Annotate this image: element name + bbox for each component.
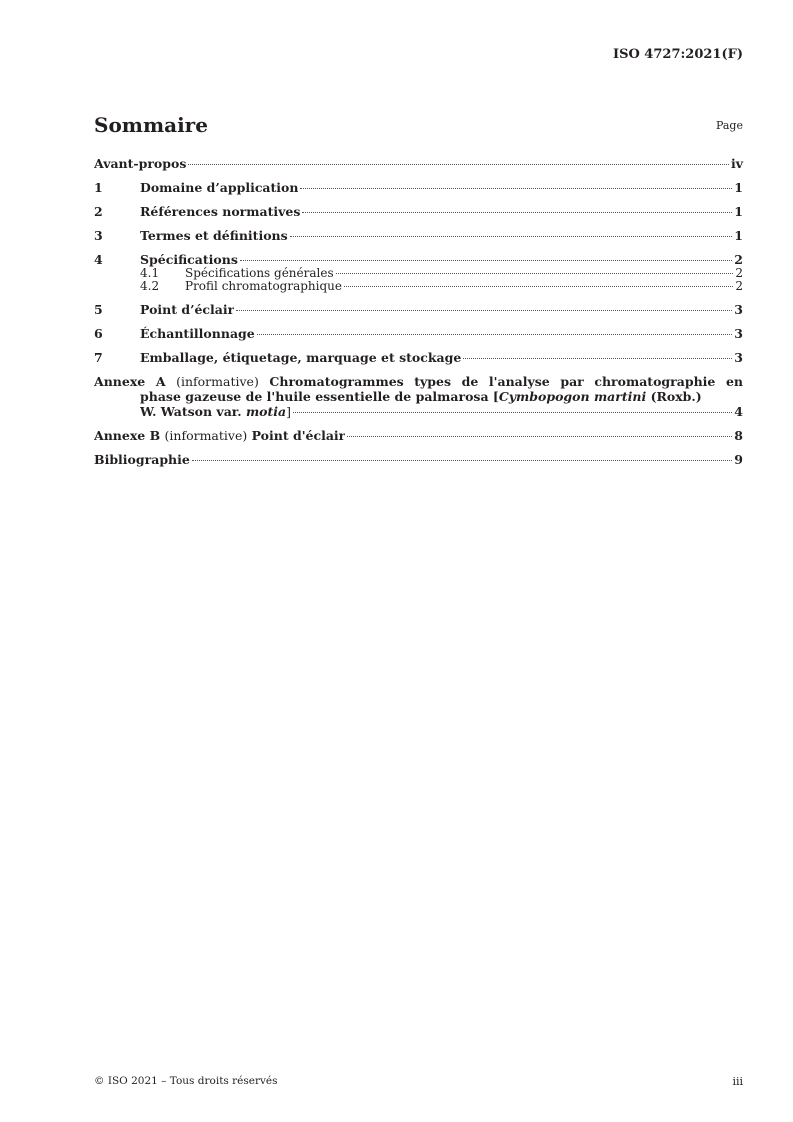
annex-a-line-1 (94, 374, 743, 389)
annex-species-name: Cymbopogon martini (498, 389, 647, 404)
footer-copyright: © ISO 2021 – Tous droits réservés (94, 1075, 278, 1087)
toc-entry-number: 4.1 (140, 267, 160, 280)
annex-variety-name: motia (245, 404, 287, 419)
toc-entry-specifications[interactable] (94, 252, 743, 267)
dot-leader (336, 273, 734, 274)
toc-subentry-chromatographic-profile[interactable] (94, 280, 743, 293)
toc-entry-page: 8 (734, 428, 743, 443)
toc-entry-annex-b[interactable] (94, 428, 743, 443)
toc-entry-annex-a[interactable] (94, 374, 743, 419)
toc-entry-terms-definitions[interactable] (94, 228, 743, 243)
toc-entry-page: 2 (735, 266, 743, 280)
dot-leader (192, 460, 732, 461)
dot-leader (302, 212, 732, 213)
toc-entry-label: Références normatives (140, 204, 301, 219)
dot-leader (240, 260, 732, 261)
toc-entry-number: 7 (94, 350, 103, 365)
toc-entry-page: iv (730, 156, 743, 171)
toc-title: Sommaire (94, 113, 208, 137)
toc-entry-label: Point d’éclair (140, 302, 235, 317)
table-of-contents (94, 156, 743, 467)
dot-leader (290, 236, 733, 237)
toc-entry-number: 1 (94, 180, 103, 195)
annex-a-line-3 (94, 404, 743, 419)
toc-entry-bibliography[interactable] (94, 452, 743, 467)
dot-leader (293, 412, 732, 413)
toc-entry-label: Spécifications générales (185, 267, 334, 280)
annex-title: Point d'éclair (251, 428, 346, 443)
dot-leader (188, 164, 729, 165)
toc-entry-normative-references[interactable] (94, 204, 743, 219)
toc-entry-page: 4 (734, 404, 743, 419)
toc-entry-page: 9 (734, 452, 743, 467)
annex-prefix: Annexe A (94, 374, 166, 389)
annex-title-text: (Roxb.) (646, 389, 702, 404)
dot-leader (344, 286, 733, 287)
annex-title-text: W. Watson var. (140, 404, 246, 419)
dot-leader (300, 188, 732, 189)
document-identifier: ISO 4727:2021(F) (612, 47, 743, 62)
dot-leader (463, 358, 732, 359)
footer-page-number: iii (732, 1075, 743, 1088)
toc-entry-label: Termes et définitions (140, 228, 288, 243)
annex-kind: (informative) (176, 374, 259, 389)
dot-leader (236, 310, 732, 311)
toc-entry-foreword[interactable] (94, 156, 743, 171)
toc-entry-number: 3 (94, 228, 103, 243)
toc-entry-page: 3 (734, 302, 743, 317)
dot-leader (347, 436, 732, 437)
annex-title-line-1: Chromatogrammes types de l'analyse par chromatographie en (269, 374, 743, 389)
annex-a-line-2 (94, 389, 743, 404)
toc-entry-page: 2 (735, 279, 743, 293)
toc-entry-label: Avant-propos (94, 156, 187, 171)
toc-entry-label: Profil chromatographique (185, 280, 343, 293)
toc-entry-number: 4.2 (140, 280, 160, 293)
toc-entry-flash-point[interactable] (94, 302, 743, 317)
annex-title-text: phase gazeuse de l'huile essentielle de palmarosa [ (140, 389, 499, 404)
toc-entry-label: Échantillonnage (140, 326, 255, 341)
toc-entry-page: 2 (734, 252, 743, 267)
annex-kind: (informative) (164, 428, 248, 443)
toc-entry-label: Bibliographie (94, 452, 190, 467)
toc-subentry-general-specifications[interactable] (94, 267, 743, 280)
toc-entry-packaging[interactable] (94, 350, 743, 365)
toc-entry-page: 1 (734, 204, 743, 219)
toc-entry-page: 3 (734, 350, 743, 365)
toc-entry-label: Domaine d’application (140, 180, 299, 195)
toc-entry-number: 6 (94, 326, 103, 341)
page-column-label: Page (715, 119, 743, 132)
toc-entry-page: 3 (734, 326, 743, 341)
annex-title-text: ] (286, 404, 292, 419)
annex-prefix: Annexe B (94, 428, 161, 443)
toc-entry-page: 1 (734, 228, 743, 243)
toc-entry-label: Spécifications (140, 252, 238, 267)
toc-entry-number: 2 (94, 204, 103, 219)
toc-entry-number: 4 (94, 252, 103, 267)
toc-entry-page: 1 (734, 180, 743, 195)
toc-entry-sampling[interactable] (94, 326, 743, 341)
toc-entry-label: Emballage, étiquetage, marquage et stockage (140, 350, 462, 365)
toc-entry-scope[interactable] (94, 180, 743, 195)
dot-leader (257, 334, 733, 335)
toc-entry-number: 5 (94, 302, 103, 317)
